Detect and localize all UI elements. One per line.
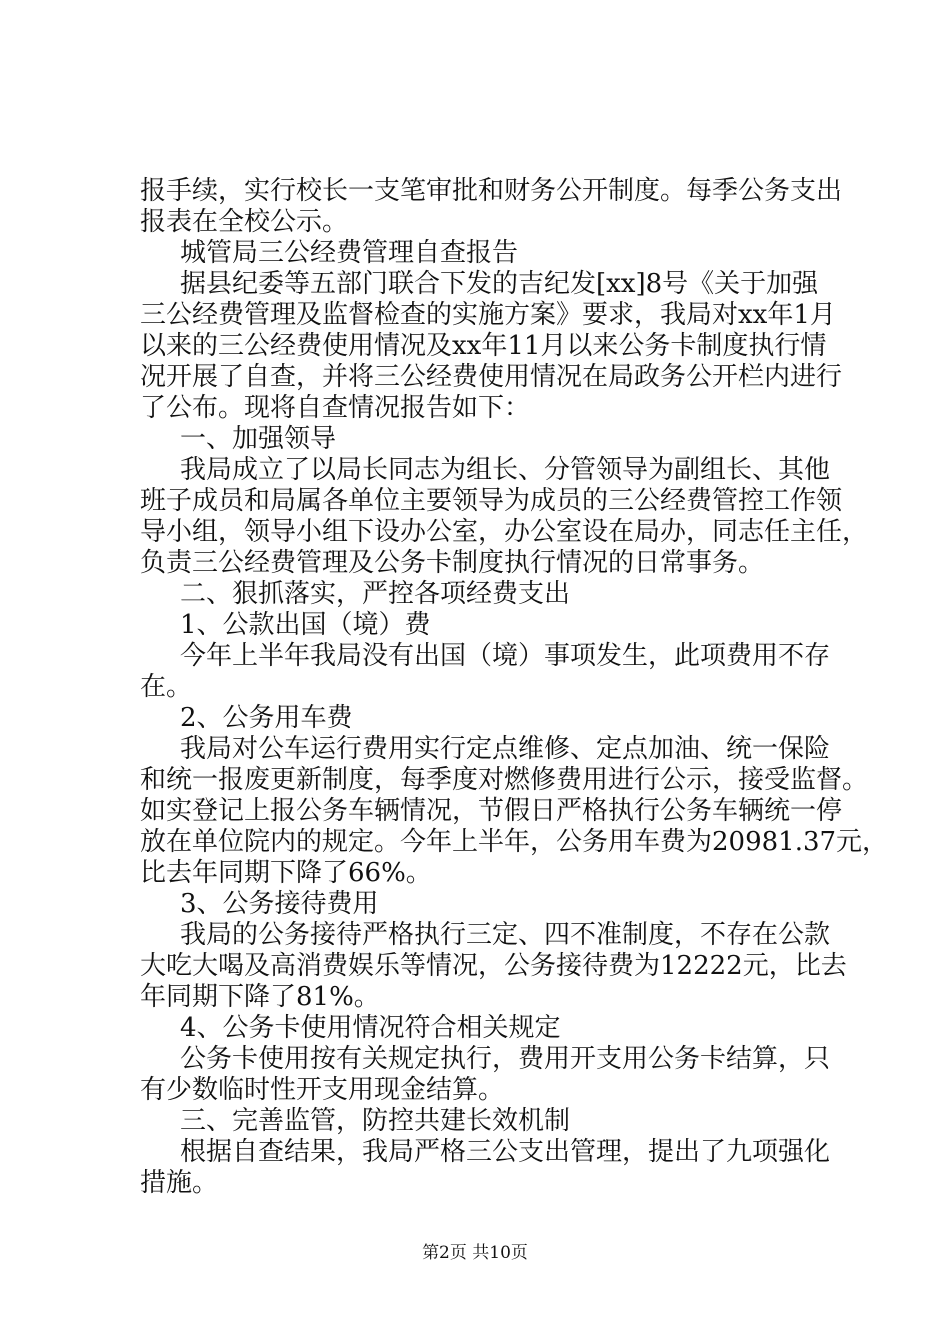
document-body	[140, 176, 889, 1199]
text-line: 有少数临时性开支用现金结算。	[140, 1075, 505, 1105]
section-heading: 三、完善监管，防控共建长效机制	[180, 1106, 571, 1136]
text-line: 三公经费管理及监督检查的实施方案》要求，我局对xx年1月	[140, 300, 836, 330]
section-heading: 一、加强领导	[180, 424, 337, 454]
text-line: 和统一报废更新制度，每季度对燃修费用进行公示，接受监督。	[140, 765, 869, 795]
text-line: 公务卡使用按有关规定执行，费用开支用公务卡结算，只	[180, 1044, 831, 1074]
text-line: 负责三公经费管理及公务卡制度执行情况的日常事务。	[140, 548, 765, 578]
text-line: 在。	[140, 672, 193, 702]
subsection-heading: 1、公款出国（境）费	[180, 610, 431, 640]
text-line: 报表在全校公示。	[140, 207, 349, 237]
text-line: 况开展了自查，并将三公经费使用情况在局政务公开栏内进行	[140, 362, 843, 392]
text-line: 今年上半年我局没有出国（境）事项发生，此项费用不存	[180, 641, 831, 671]
text-line: 据县纪委等五部门联合下发的吉纪发[xx]8号《关于加强	[180, 269, 819, 299]
text-line: 报手续，实行校长一支笔审批和财务公开制度。每季公务支出	[140, 176, 843, 206]
subsection-heading: 4、公务卡使用情况符合相关规定	[180, 1013, 561, 1043]
text-line: 放在单位院内的规定。今年上半年，公务用车费为20981.37元，	[140, 827, 889, 857]
text-line: 如实登记上报公务车辆情况，节假日严格执行公务车辆统一停	[140, 796, 843, 826]
text-line: 比去年同期下降了66%。	[140, 858, 432, 888]
text-line: 我局的公务接待严格执行三定、四不准制度，不存在公款	[180, 920, 831, 950]
subsection-heading: 2、公务用车费	[180, 703, 353, 733]
text-line: 了公布。现将自查情况报告如下：	[140, 393, 531, 423]
text-line: 导小组，领导小组下设办公室，办公室设在局办，同志任主任，	[140, 517, 869, 547]
subsection-heading: 3、公务接待费用	[180, 889, 379, 919]
text-line: 以来的三公经费使用情况及xx年11月以来公务卡制度执行情	[140, 331, 827, 361]
section-heading: 二、狠抓落实，严控各项经费支出	[180, 579, 571, 609]
text-line: 根据自查结果，我局严格三公支出管理，提出了九项强化	[180, 1137, 831, 1167]
text-line: 年同期下降了81%。	[140, 982, 380, 1012]
text-line: 我局对公车运行费用实行定点维修、定点加油、统一保险	[180, 734, 831, 764]
page-number-footer: 第2页 共10页	[422, 1243, 528, 1263]
text-line: 措施。	[140, 1168, 219, 1198]
text-line: 班子成员和局属各单位主要领导为成员的三公经费管控工作领	[140, 486, 843, 516]
text-line: 大吃大喝及高消费娱乐等情况，公务接待费为12222元，比去	[140, 951, 847, 981]
report-title: 城管局三公经费管理自查报告	[180, 238, 519, 268]
text-line: 我局成立了以局长同志为组长、分管领导为副组长、其他	[180, 455, 831, 485]
